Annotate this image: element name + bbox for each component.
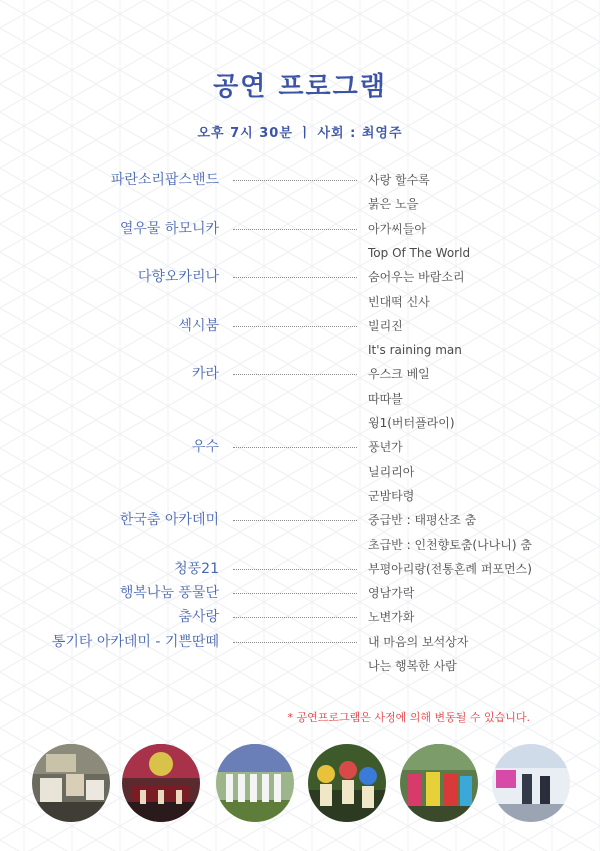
song-title: 풍년가	[368, 440, 403, 455]
song-title: 나는 행복한 사람	[368, 659, 457, 673]
program-row	[0, 314, 600, 338]
song-title: 숨어우는 바람소리	[368, 270, 465, 285]
song-title: 군밤타령	[368, 488, 415, 503]
leader-dots	[233, 447, 357, 448]
song-title: 우스크 베일	[368, 367, 430, 382]
program-row	[0, 581, 600, 605]
song-title: 부평아리랑(전통혼례 퍼포먼스)	[368, 561, 532, 576]
performer-name: 다향오카리나	[137, 269, 219, 286]
song-title: 내 마음의 보석상자	[368, 634, 469, 649]
song-title: 붉은 노을	[368, 197, 419, 212]
song-title: 중급반 : 태평산조 춤	[368, 513, 477, 528]
program-row	[0, 557, 600, 581]
leader-dots	[233, 593, 357, 594]
program-row	[0, 387, 600, 411]
program-row	[0, 362, 600, 386]
song-title: 아가씨들아	[368, 221, 426, 236]
program-row	[0, 484, 600, 508]
leader-dots	[233, 617, 357, 618]
leader-dots	[233, 180, 357, 181]
leader-dots	[233, 277, 357, 278]
page-title: 공연 프로그램	[213, 72, 387, 102]
program-row	[0, 241, 600, 265]
song-title: 영남가락	[368, 586, 415, 601]
photo-craft-exhibit	[32, 744, 110, 822]
performer-name: 우수	[191, 439, 219, 456]
program-row	[0, 460, 600, 484]
performer-name: 행복나눔 풍물단	[119, 585, 219, 602]
leader-dots	[233, 326, 357, 327]
program-row	[0, 217, 600, 241]
program-row	[0, 435, 600, 459]
song-title: 노변가화	[368, 610, 415, 625]
photo-guitar-performance	[492, 744, 570, 822]
song-title: It's raining man	[368, 343, 462, 358]
program-row	[0, 605, 600, 629]
photo-hanbok-dancers	[400, 744, 478, 822]
song-title: 빈대떡 신사	[368, 294, 430, 309]
song-title: 닐리리아	[368, 464, 415, 479]
song-title: 초급반 : 인천향토춤(나나니) 춤	[368, 537, 532, 552]
program-row	[0, 290, 600, 314]
leader-dots	[233, 374, 357, 375]
program-row	[0, 654, 600, 678]
program-row	[0, 630, 600, 654]
leader-dots	[233, 229, 357, 230]
performer-name: 통기타 아카데미 - 기쁜딴떼	[51, 633, 219, 650]
program-row	[0, 508, 600, 532]
song-title: 사랑 할수록	[368, 173, 430, 187]
program-row	[0, 192, 600, 216]
photo-strip	[32, 744, 572, 824]
song-title: Top Of The World	[368, 245, 471, 260]
change-notice: * 공연프로그램은 사정에 의해 변동될 수 있습니다.	[287, 711, 530, 724]
program-row	[0, 533, 600, 557]
program-row	[0, 411, 600, 435]
performer-name: 한국춤 아카데미	[119, 512, 219, 529]
performer-name: 열우물 하모니카	[119, 220, 219, 237]
performer-name: 섹시붐	[178, 317, 219, 334]
song-title: 윙1(버터플라이)	[368, 416, 455, 430]
leader-dots	[233, 642, 357, 643]
performer-name: 카라	[191, 366, 219, 383]
leader-dots	[233, 569, 357, 570]
program-row	[0, 338, 600, 362]
leader-dots	[233, 520, 357, 521]
song-title: 빌리진	[368, 318, 403, 333]
photo-stage-event	[122, 744, 200, 822]
song-title: 따따블	[368, 391, 403, 406]
performer-name: 청풍21	[174, 560, 219, 577]
performer-name: 춤사랑	[178, 609, 219, 626]
program-row	[0, 265, 600, 289]
page-subtitle: 오후 7시 30분 ㅣ 사회 : 최영주	[197, 126, 403, 141]
program-row	[0, 168, 600, 192]
performer-name: 파란소리팝스밴드	[110, 172, 219, 188]
photo-choir-performance	[216, 744, 294, 822]
photo-pungmul-troupe	[308, 744, 386, 822]
